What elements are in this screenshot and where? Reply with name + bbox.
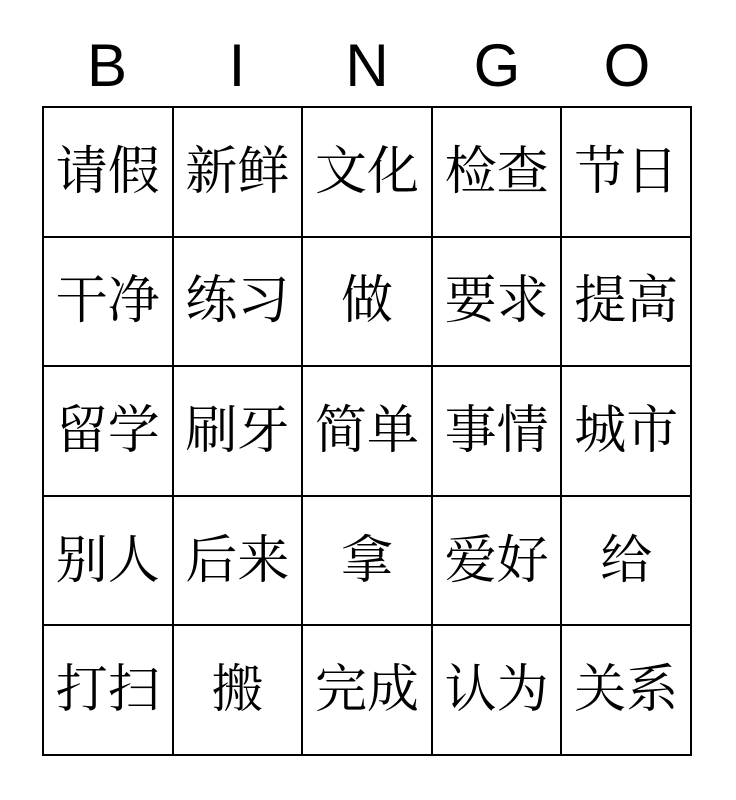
- bingo-cell-r1c3[interactable]: 文化: [302, 107, 432, 237]
- bingo-cell-r1c2[interactable]: 新鲜: [173, 107, 303, 237]
- header-letter-b: B: [86, 32, 128, 99]
- header-letter-o: O: [603, 32, 651, 99]
- bingo-cell-r2c4[interactable]: 要求: [432, 237, 562, 367]
- bingo-cell-r3c5[interactable]: 城市: [561, 366, 691, 496]
- bingo-cell-r5c2[interactable]: 搬: [173, 625, 303, 755]
- bingo-cell-r5c1[interactable]: 打扫: [43, 625, 173, 755]
- bingo-cell-r3c1[interactable]: 留学: [43, 366, 173, 496]
- header-letter-i: I: [228, 32, 246, 99]
- bingo-cell-r4c4[interactable]: 爱好: [432, 496, 562, 626]
- header-letter-g: G: [473, 32, 521, 99]
- bingo-cell-r2c2[interactable]: 练习: [173, 237, 303, 367]
- bingo-cell-r4c2[interactable]: 后来: [173, 496, 303, 626]
- bingo-cell-r4c1[interactable]: 别人: [43, 496, 173, 626]
- bingo-grid: [42, 106, 692, 756]
- bingo-cell-r1c4[interactable]: 检查: [432, 107, 562, 237]
- bingo-header: [42, 30, 692, 99]
- bingo-cell-r2c5[interactable]: 提高: [561, 237, 691, 367]
- bingo-cell-r1c1[interactable]: 请假: [43, 107, 173, 237]
- bingo-cell-r2c3[interactable]: 做: [302, 237, 432, 367]
- bingo-cell-r5c5[interactable]: 关系: [561, 625, 691, 755]
- bingo-cell-r3c3[interactable]: 简单: [302, 366, 432, 496]
- bingo-cell-r3c4[interactable]: 事情: [432, 366, 562, 496]
- bingo-cell-r3c2[interactable]: 刷牙: [173, 366, 303, 496]
- bingo-cell-r2c1[interactable]: 干净: [43, 237, 173, 367]
- header-letter-n: N: [345, 32, 389, 99]
- bingo-cell-r5c4[interactable]: 认为: [432, 625, 562, 755]
- bingo-cell-r5c3[interactable]: 完成: [302, 625, 432, 755]
- bingo-cell-r4c3[interactable]: 拿: [302, 496, 432, 626]
- bingo-cell-r4c5[interactable]: 给: [561, 496, 691, 626]
- bingo-cell-r1c5[interactable]: 节日: [561, 107, 691, 237]
